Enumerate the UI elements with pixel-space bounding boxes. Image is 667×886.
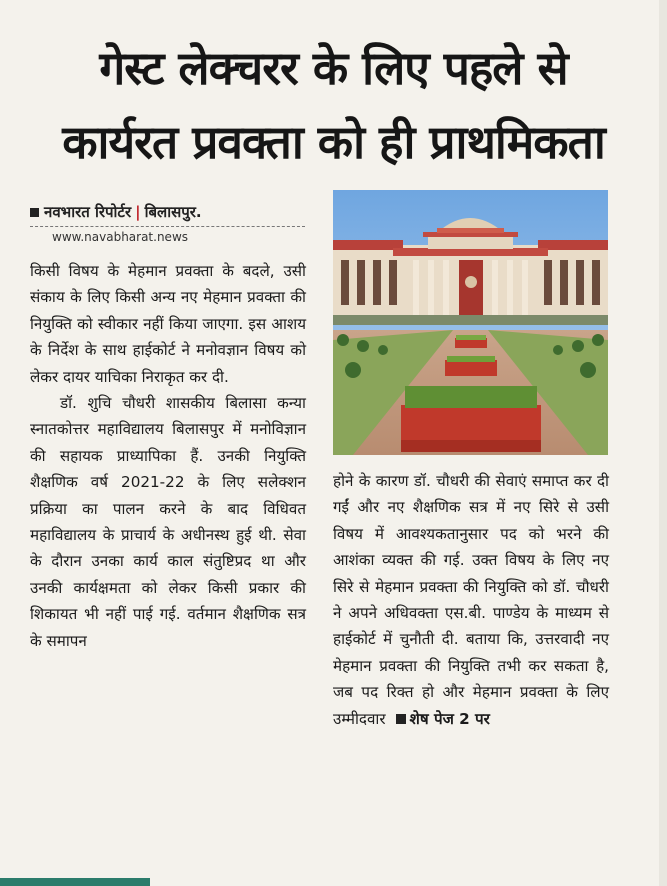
article-column-2 xyxy=(333,468,609,732)
article-paragraph-1: किसी विषय के मेहमान प्रवक्ता के बदले, उसी संकाय के लिए किसी अन्य नए मेहमान प्रवक्ता की नियुक्ति को स्वीकार नहीं किया जाएगा. इस आशय के निर्देश के साथ हाईकोर्ट ने मनोवज्ञान विषय को लेकर दायर याचिका निराकृत कर दी. xyxy=(30,262,306,386)
bullet-square-icon xyxy=(396,714,406,724)
article-paragraph-2-continued xyxy=(333,468,609,732)
website-url: www.navabharat.news xyxy=(52,230,189,244)
article-paragraph-2-continued-text: होने के कारण डॉ. चौधरी की सेवाएं समाप्त कर दी गईं और नए शैक्षणिक सत्र में नए सिरे से उसी विषय में आवश्यकतानुसार पद को भरने की आशंका व्यक्त की गई. उक्त विषय के लिए नए सिरे से मेहमान प्रवक्ता की नियुक्ति को डॉ. चौधरी ने अपने अधिवक्ता एस.बी. पाण्डेय के माध्यम से हाईकोर्ट में चुनौती दी. बताया कि, उत्तरवादी नए मेहमान प्रवक्ता की नियुक्ति तभी कर सकता है, जब पद रिक्त हो और मेहमान प्रवक्ता के लिए उम्मीदवार xyxy=(333,472,609,728)
dateline-location: बिलासपुर. xyxy=(144,203,202,221)
byline xyxy=(30,202,305,222)
bottom-accent-bar xyxy=(0,878,150,886)
byline-divider xyxy=(30,226,305,227)
high-court-building-photo xyxy=(333,190,608,455)
continued-label: शेष पेज 2 पर xyxy=(409,709,490,728)
headline xyxy=(0,31,667,179)
continued-marker[interactable] xyxy=(386,710,490,728)
reporter-name: नवभारत रिपोर्टर xyxy=(44,203,132,221)
headline-line-2: कार्यरत प्रवक्ता को ही प्राथमिकता xyxy=(62,115,605,170)
article-column-1 xyxy=(30,258,306,654)
byline-separator: | xyxy=(135,203,141,221)
article-paragraph-2: डॉ. शुचि चौधरी शासकीय बिलासा कन्या स्नातकोत्तर महाविद्यालय बिलासपुर में मनोविज्ञान की सहायक प्राध्यापिका हैं. उनकी नियुक्ति शैक्षणिक वर्ष 2021-22 के लिए सलेक्शन प्रक्रिया का पालन करने के बाद विधिवत महाविद्यालय के प्राचार्य के अधीनस्थ हुई थी. सेवा के दौरान उनका कार्य काल संतुष्टिप्रद था और उनकी कार्यक्षमता को लेकर किसी प्रकार की शिकायत भी नहीं पाई गई. वर्तमान शैक्षणिक सत्र के समापन xyxy=(30,394,306,650)
headline-line-1: गेस्ट लेक्चरर के लिए पहले से xyxy=(99,41,568,96)
bullet-square-icon xyxy=(30,208,39,217)
